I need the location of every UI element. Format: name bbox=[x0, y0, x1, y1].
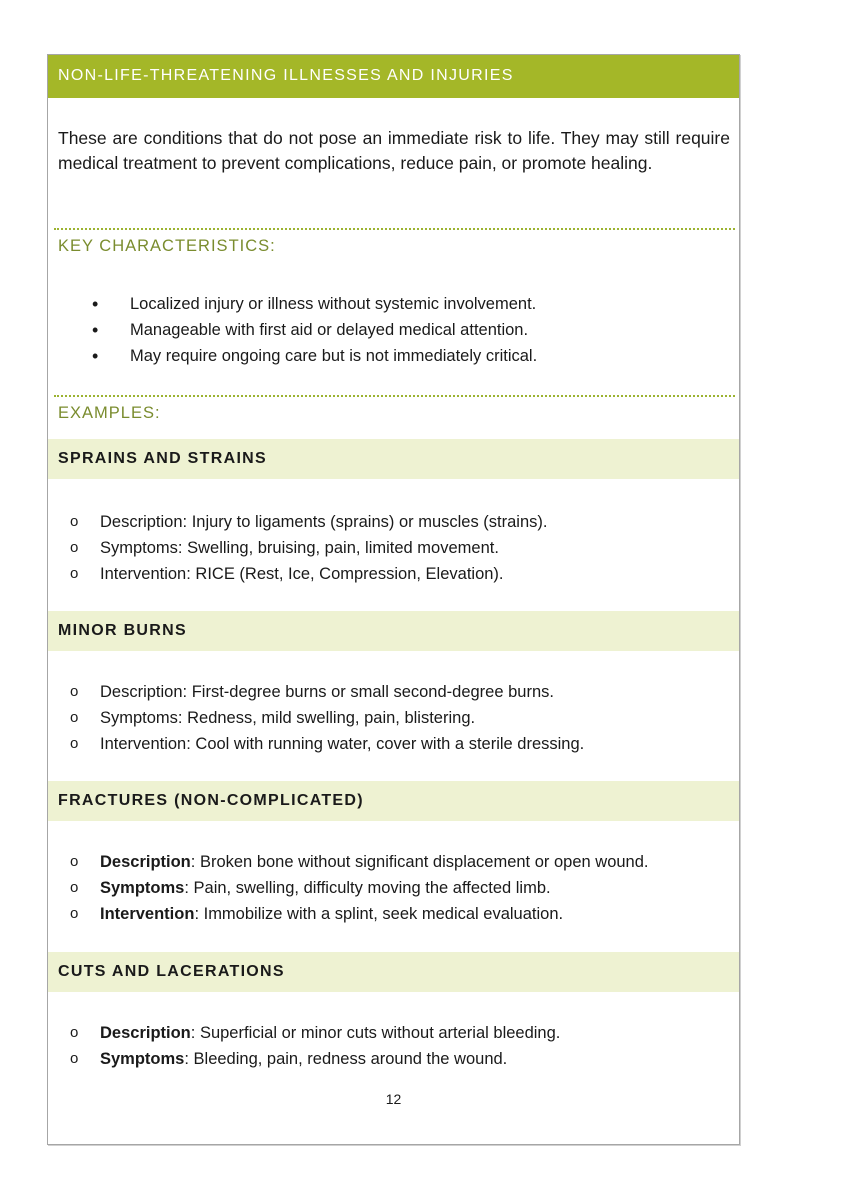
bullet-circle-icon: o bbox=[70, 735, 79, 752]
dotted-divider bbox=[54, 228, 735, 230]
burns-list bbox=[48, 679, 739, 757]
list-item: o Description: First-degree burns or small second-degree burns. bbox=[48, 679, 739, 705]
subsection-title: FRACTURES (NON-COMPLICATED) bbox=[58, 792, 364, 809]
list-item: o Description: Injury to ligaments (sprains) or muscles (strains). bbox=[48, 509, 739, 535]
fractures-list bbox=[48, 849, 739, 927]
bullet-disc-icon: • bbox=[92, 346, 99, 366]
bullet-circle-icon: o bbox=[70, 513, 79, 530]
bullet-circle-icon: o bbox=[70, 683, 79, 700]
title-band bbox=[48, 55, 739, 98]
page-number: 12 bbox=[385, 1091, 402, 1107]
list-item: o Intervention: Immobilize with a splint, seek medical evaluation. bbox=[48, 901, 739, 927]
subsection-header-fractures bbox=[48, 781, 739, 821]
bullet-circle-icon: o bbox=[70, 539, 79, 556]
bullet-circle-icon: o bbox=[70, 709, 79, 726]
subsection-header-sprains bbox=[48, 439, 739, 479]
key-characteristics-list bbox=[48, 291, 739, 369]
bullet-circle-icon: o bbox=[70, 905, 79, 922]
subsection-header-cuts bbox=[48, 952, 739, 992]
list-item: o Description: Broken bone without significant displacement or open wound. bbox=[48, 849, 739, 875]
bullet-circle-icon: o bbox=[70, 853, 79, 870]
dotted-divider bbox=[54, 395, 735, 397]
list-item: o Intervention: Cool with running water, cover with a sterile dressing. bbox=[48, 731, 739, 757]
bullet-circle-icon: o bbox=[70, 565, 79, 582]
cuts-list bbox=[48, 1020, 739, 1072]
subsection-title: CUTS AND LACERATIONS bbox=[58, 963, 285, 980]
key-characteristics-label: KEY CHARACTERISTICS: bbox=[58, 237, 276, 255]
content-box bbox=[47, 54, 740, 1145]
list-item: • Manageable with first aid or delayed medical attention. bbox=[48, 317, 739, 343]
list-item: • Localized injury or illness without systemic involvement. bbox=[48, 291, 739, 317]
list-item: o Symptoms: Swelling, bruising, pain, limited movement. bbox=[48, 535, 739, 561]
list-item: o Symptoms: Redness, mild swelling, pain, blistering. bbox=[48, 705, 739, 731]
examples-label: EXAMPLES: bbox=[58, 404, 161, 422]
subsection-title: SPRAINS AND STRAINS bbox=[58, 450, 268, 467]
list-item: o Intervention: RICE (Rest, Ice, Compression, Elevation). bbox=[48, 561, 739, 587]
sprains-list bbox=[48, 509, 739, 587]
page-title: NON-LIFE-THREATENING ILLNESSES AND INJURIES bbox=[58, 67, 514, 84]
list-item: • May require ongoing care but is not immediately critical. bbox=[48, 343, 739, 369]
list-item: o Description: Superficial or minor cuts without arterial bleeding. bbox=[48, 1020, 739, 1046]
list-item: o Symptoms: Bleeding, pain, redness around the wound. bbox=[48, 1046, 739, 1072]
subsection-title: MINOR BURNS bbox=[58, 622, 187, 639]
subsection-header-burns bbox=[48, 611, 739, 651]
intro-paragraph: These are conditions that do not pose an immediate risk to life. They may still require medical treatment to prevent complications, reduce pain, or promote healing. bbox=[58, 128, 730, 173]
bullet-circle-icon: o bbox=[70, 1050, 79, 1067]
bullet-disc-icon: • bbox=[92, 294, 99, 314]
list-item: o Symptoms: Pain, swelling, difficulty moving the affected limb. bbox=[48, 875, 739, 901]
bullet-disc-icon: • bbox=[92, 320, 99, 340]
bullet-circle-icon: o bbox=[70, 879, 79, 896]
bullet-circle-icon: o bbox=[70, 1024, 79, 1041]
